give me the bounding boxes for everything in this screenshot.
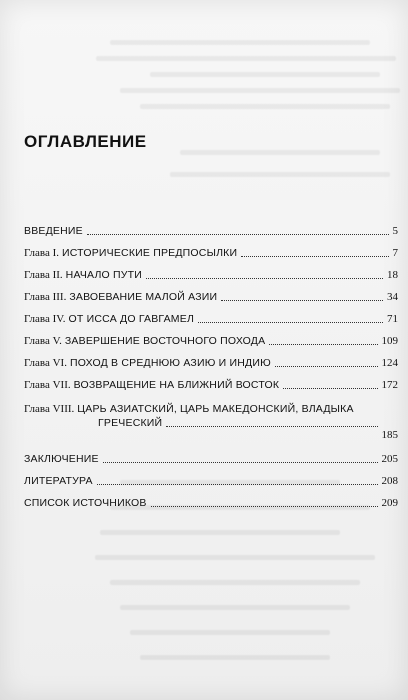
toc-entry-title: ЦАРЬ АЗИАТСКИЙ, ЦАРЬ МАКЕДОНСКИЙ, ВЛАДЫКА bbox=[77, 403, 354, 415]
toc-entry-title-continuation: ГРЕЧЕСКИЙ bbox=[98, 417, 163, 429]
toc-entry-page: 18 bbox=[387, 269, 398, 281]
bleed-through-line bbox=[96, 56, 396, 61]
toc-entry-title: ЛИТЕРАТУРА bbox=[24, 475, 93, 487]
toc-chapter-number: Глава VII. bbox=[24, 379, 71, 391]
toc-entry-title: ОТ ИССА ДО ГАВГАМЕЛ bbox=[68, 313, 195, 325]
toc-entry-page: 5 bbox=[392, 225, 398, 237]
toc-chapter-number: Глава I. bbox=[24, 247, 59, 259]
dot-leader bbox=[283, 387, 377, 389]
toc-entry-chapter-6 bbox=[24, 356, 398, 370]
bleed-through-line bbox=[120, 88, 400, 93]
dot-leader bbox=[221, 299, 383, 301]
toc-entry-sources bbox=[24, 496, 398, 510]
toc-entry-page: 172 bbox=[381, 379, 398, 391]
toc-entry-page: 7 bbox=[392, 247, 398, 259]
toc-chapter-number: Глава VIII. bbox=[24, 403, 75, 415]
toc-entry-chapter-1 bbox=[24, 246, 398, 260]
toc-entry-page: 185 bbox=[381, 429, 398, 441]
toc-chapter-number: Глава II. bbox=[24, 269, 63, 281]
toc-entry-chapter-4 bbox=[24, 312, 398, 326]
bleed-through-line bbox=[100, 530, 340, 535]
toc-entry-title: ЗАВЕРШЕНИЕ ВОСТОЧНОГО ПОХОДА bbox=[64, 335, 266, 347]
toc-entry-chapter-3 bbox=[24, 290, 398, 304]
toc-entry-literature bbox=[24, 474, 398, 488]
toc-entry-title: ИСТОРИЧЕСКИЕ ПРЕДПОСЫЛКИ bbox=[62, 247, 238, 259]
toc-entry-chapter-5 bbox=[24, 334, 398, 348]
dot-leader bbox=[198, 321, 383, 323]
bleed-through-line bbox=[120, 605, 350, 610]
toc-entry-title: СПИСОК ИСТОЧНИКОВ bbox=[24, 497, 147, 509]
toc-entry-page: 205 bbox=[381, 453, 398, 465]
toc-entry-chapter-2 bbox=[24, 268, 398, 282]
bleed-through-line bbox=[95, 555, 375, 560]
dot-leader bbox=[269, 343, 377, 345]
bleed-through-line bbox=[170, 172, 390, 177]
toc-entry-page: 34 bbox=[387, 291, 398, 303]
dot-leader bbox=[103, 461, 378, 463]
dot-leader bbox=[97, 483, 378, 485]
toc-entry-title: ЗАКЛЮЧЕНИЕ bbox=[24, 453, 99, 465]
toc-chapter-number: Глава IV. bbox=[24, 313, 66, 325]
dot-leader bbox=[275, 365, 378, 367]
bleed-through-line bbox=[180, 150, 380, 155]
dot-leader bbox=[146, 277, 383, 279]
toc-entry-title: ВОЗВРАЩЕНИЕ НА БЛИЖНИЙ ВОСТОК bbox=[73, 379, 280, 391]
toc-entry-page: 124 bbox=[381, 357, 398, 369]
bleed-through-line bbox=[140, 655, 330, 660]
dot-leader bbox=[87, 233, 389, 235]
bleed-through-line bbox=[150, 72, 380, 77]
toc-entry-title: НАЧАЛО ПУТИ bbox=[65, 269, 143, 281]
toc-entry-chapter-7 bbox=[24, 378, 398, 392]
toc-chapter-number: Глава VI. bbox=[24, 357, 67, 369]
dot-leader bbox=[151, 505, 378, 507]
bleed-through-line bbox=[140, 104, 390, 109]
dot-leader bbox=[241, 255, 388, 257]
toc-entry-page: 208 bbox=[381, 475, 398, 487]
toc-chapter-number: Глава III. bbox=[24, 291, 67, 303]
toc-entry-page: 71 bbox=[387, 313, 398, 325]
toc-entry-title: ЗАВОЕВАНИЕ МАЛОЙ АЗИИ bbox=[69, 291, 218, 303]
toc-chapter-number: Глава V. bbox=[24, 335, 62, 347]
bleed-through-line bbox=[110, 580, 360, 585]
page-title: ОГЛАВЛЕНИЕ bbox=[24, 132, 147, 151]
toc-entry-title: ПОХОД В СРЕДНЮЮ АЗИЮ И ИНДИЮ bbox=[69, 357, 271, 369]
toc-entry-conclusion bbox=[24, 452, 398, 466]
toc-entry-page: 209 bbox=[381, 497, 398, 509]
toc-entry-introduction bbox=[24, 224, 398, 238]
toc-entry-chapter-8 bbox=[24, 402, 398, 441]
bleed-through-line bbox=[130, 630, 330, 635]
toc-entry-page: 109 bbox=[381, 335, 398, 347]
dot-leader bbox=[166, 425, 377, 427]
bleed-through-line bbox=[110, 40, 370, 45]
toc-entry-title: ВВЕДЕНИЕ bbox=[24, 225, 83, 237]
